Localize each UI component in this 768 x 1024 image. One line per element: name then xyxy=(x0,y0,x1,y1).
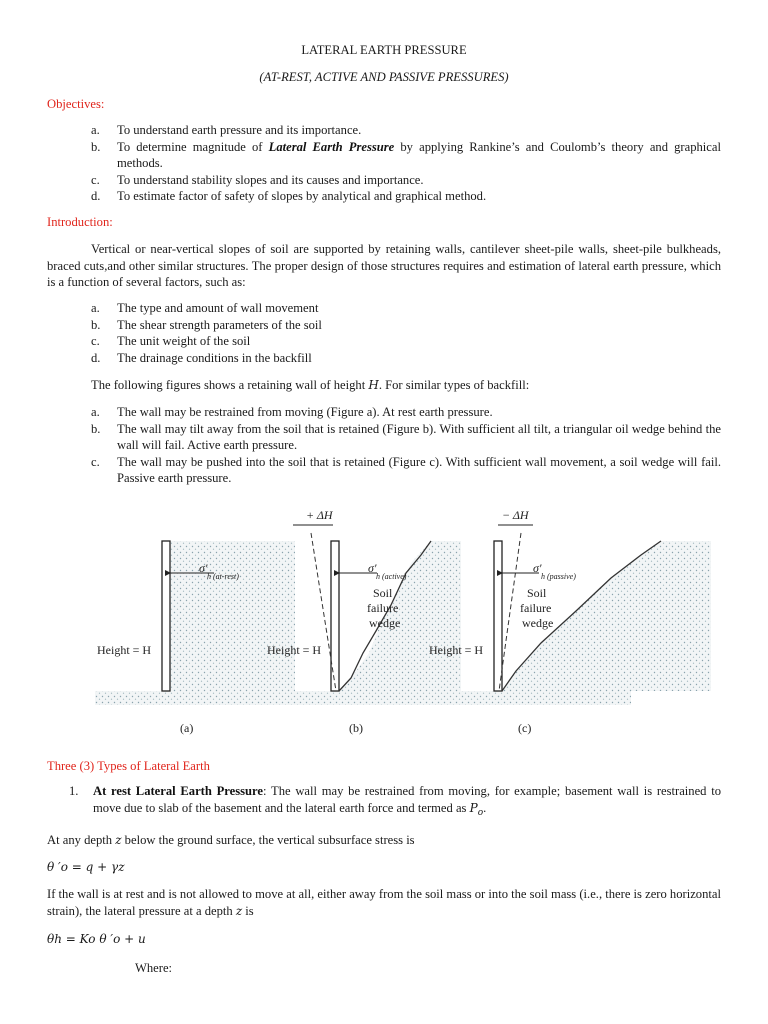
list-item: a. To understand earth pressure and its importance. xyxy=(91,123,362,137)
types-heading: Three (3) Types of Lateral Earth xyxy=(47,759,210,773)
list-item: c. To understand stability slopes and its causes and importance. xyxy=(91,172,424,187)
list-item: b. To determine magnitude of Lateral Earth Pressure by applying Rankine’s and Coulomb’s theory and graphical methods. xyxy=(91,139,721,170)
sigma-label: σ′ xyxy=(199,561,208,575)
wedge-label: Soil xyxy=(373,586,393,600)
figure-caption: (c) xyxy=(518,721,532,735)
list-item: b. The wall may tilt away from the soil that is retained (Figure b). With sufficient all tilt, a triangular oil wedge behind the wall will fail. Active earth pressure. xyxy=(91,421,721,452)
figure-caption: (a) xyxy=(180,721,194,735)
sigma-label: σ′ xyxy=(368,561,377,575)
where-label: Where: xyxy=(135,961,173,975)
list-item: c. The unit weight of the soil xyxy=(91,334,251,348)
equation-lateral-pressure: θh = Ko θ ′o + u xyxy=(47,932,146,946)
delta-label: + ΔH xyxy=(306,508,333,522)
list-item: d. To estimate factor of safety of slopes by analytical and graphical method. xyxy=(91,189,487,203)
list-item: c. The wall may be pushed into the soil that is retained (Figure c). With sufficient wall movement, a soil wedge will fail. Passive earth pressure. xyxy=(91,454,721,485)
type-1-item: 1. At rest Lateral Earth Pressure: The wall may be restrained from moving, for example; basement wall is restrained to move due to slab of the basement and the lateral earth force and termed as $P_o$. xyxy=(69,784,722,818)
wedge-label: Soil xyxy=(527,586,547,600)
wedge-label: failure xyxy=(520,601,552,615)
page-subtitle: (AT-REST, ACTIVE AND PASSIVE PRESSURES) xyxy=(259,70,509,84)
factors-list xyxy=(47,300,721,366)
sigma-sub-label: h (passive) xyxy=(541,572,576,581)
height-label: Height = H xyxy=(267,643,322,657)
cases-list xyxy=(47,404,721,487)
wedge-label: wedge xyxy=(522,616,554,630)
list-item: d. The drainage conditions in the backfill xyxy=(91,350,312,365)
introduction-paragraph: Vertical or near-vertical slopes of soil are supported by retaining walls, cantilever sheet-pile walls, sheet-pile bulkheads, braced cuts,and other similar structures. The proper design of those structures requires and estimation of lateral earth pressure, which is a function of several factors, such as: xyxy=(47,242,721,289)
wedge-label: failure xyxy=(367,601,399,615)
wedge-label: wedge xyxy=(369,616,401,630)
sigma-label: σ′ xyxy=(533,561,542,575)
delta-label: − ΔH xyxy=(502,508,529,522)
height-label: Height = H xyxy=(97,643,152,657)
at-rest-paragraph: If the wall is at rest and is not allowed to move at all, either away from the soil mass or into the soil mass (i.e., there is zero horizontal strain), the lateral pressure at a depth z is xyxy=(47,887,721,918)
objectives-heading: Objectives: xyxy=(47,97,105,111)
introduction-heading: Introduction: xyxy=(47,215,113,229)
list-item: a. The type and amount of wall movement xyxy=(91,301,319,315)
sigma-sub-label: h (active) xyxy=(376,572,407,581)
figure-caption: (b) xyxy=(349,721,363,735)
list-item: a. The wall may be restrained from moving (Figure a). At rest earth pressure. xyxy=(91,405,493,419)
sigma-sub-label: h (at-rest) xyxy=(207,572,239,581)
figure-intro: The following figures shows a retaining wall of height H. For similar types of backfill: xyxy=(91,378,530,392)
depth-sentence: At any depth z below the ground surface, the vertical subsurface stress is xyxy=(47,833,415,847)
height-label: Height = H xyxy=(429,643,484,657)
page-title: LATERAL EARTH PRESSURE xyxy=(301,43,467,57)
list-item: b. The shear strength parameters of the soil xyxy=(91,317,322,332)
retaining-wall-figure xyxy=(71,503,711,738)
equation-vertical-stress: θ ′o = q + γz xyxy=(47,860,125,874)
objectives-list xyxy=(47,122,721,205)
